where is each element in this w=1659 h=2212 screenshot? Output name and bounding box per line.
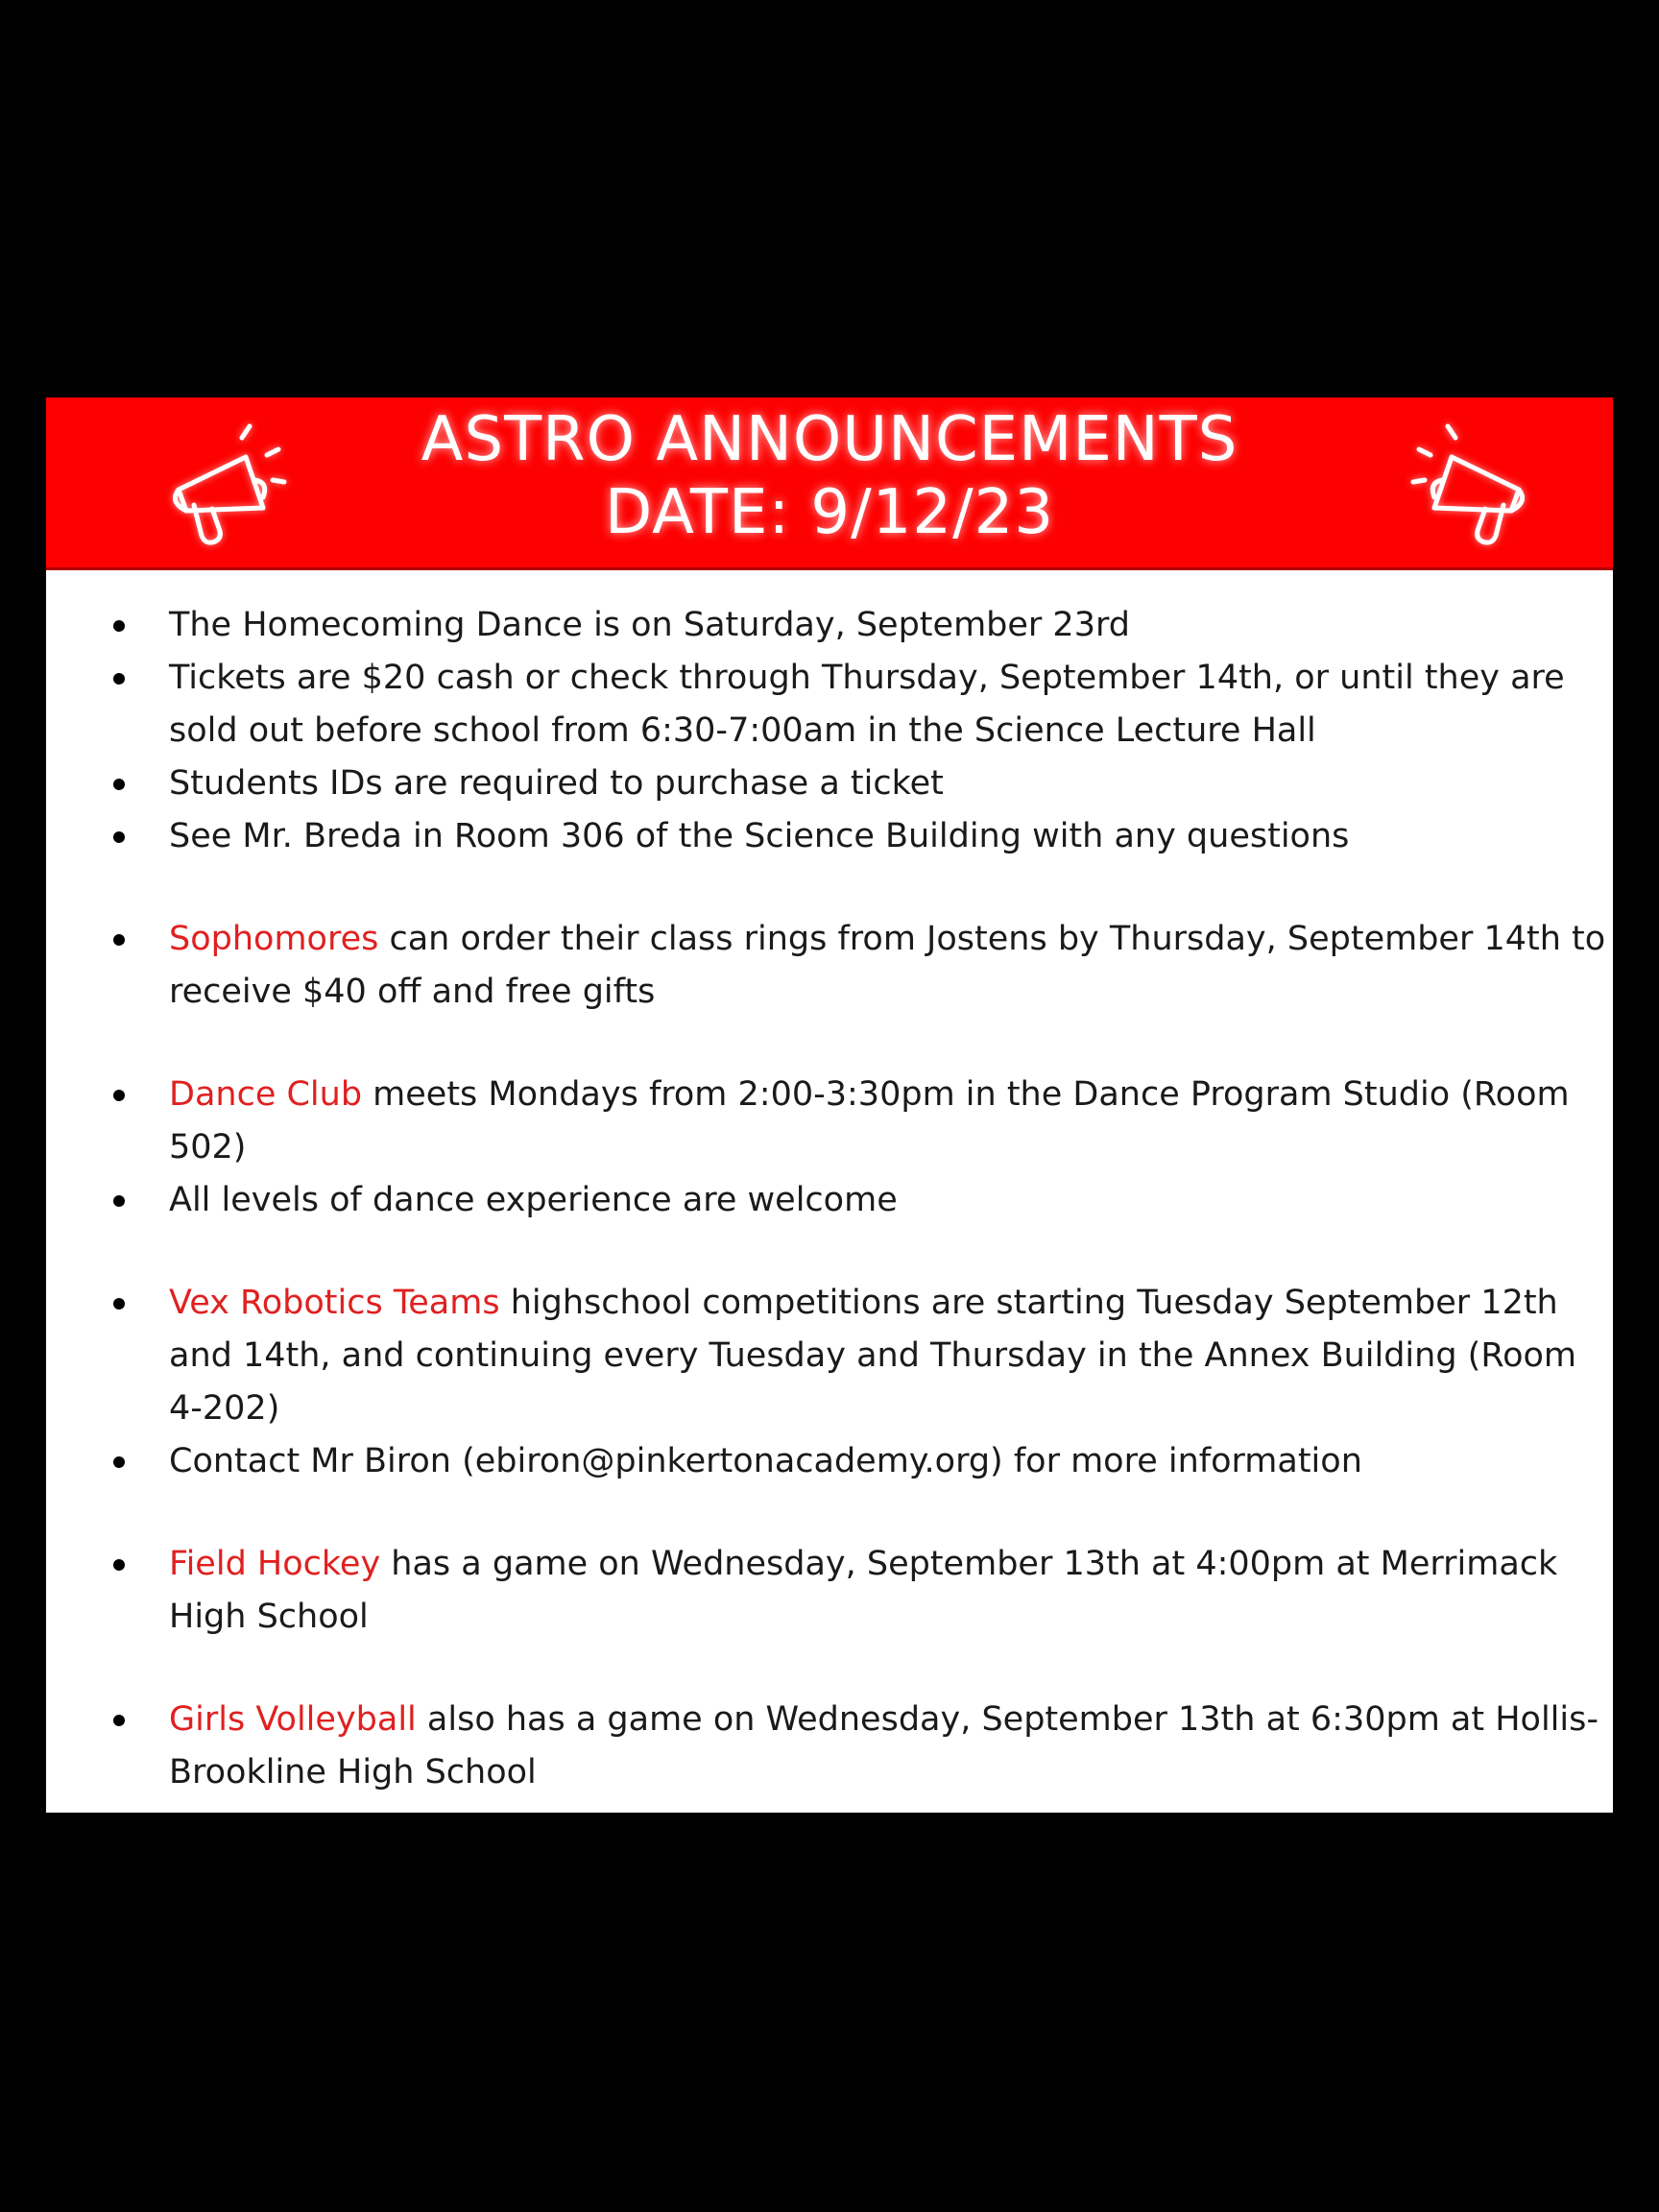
announcement-highlight: Sophomores bbox=[169, 920, 379, 958]
announcement-item bbox=[46, 810, 1613, 863]
page-title bbox=[253, 403, 1406, 549]
bullet-icon bbox=[113, 831, 125, 843]
announcement-text: Contact Mr Biron (ebiron@pinkertonacademy.org) for more information bbox=[169, 1442, 1362, 1480]
title-line-2-date: DATE: 9/12/23 bbox=[604, 477, 1055, 548]
announcement-text: has a game on Wednesday, September 13th at 4:00pm at Merrimack High School bbox=[169, 1545, 1558, 1636]
announcement-slide bbox=[46, 397, 1613, 1813]
announcement-text: highschool competitions are starting Tuesday September 12th and 14th, and continuing every Tuesday and Thursday in the Annex Building (Room 4-202) bbox=[169, 1284, 1577, 1428]
megaphone-icon bbox=[1392, 417, 1536, 561]
announcement-item bbox=[46, 913, 1613, 1019]
announcement-item bbox=[46, 1435, 1613, 1488]
announcement-item bbox=[46, 1174, 1613, 1227]
title-line-1: ASTRO ANNOUNCEMENTS bbox=[421, 404, 1238, 475]
announcement-highlight: Field Hockey bbox=[169, 1545, 381, 1583]
bullet-icon bbox=[113, 1559, 125, 1571]
header-banner bbox=[46, 397, 1613, 570]
bullet-icon bbox=[113, 1195, 125, 1207]
announcement-highlight: Dance Club bbox=[169, 1075, 363, 1114]
announcement-item bbox=[46, 599, 1613, 652]
announcement-text: can order their class rings from Jostens by Thursday, September 14th to receive $40 off and free gifts bbox=[169, 920, 1606, 1011]
announcement-text: All levels of dance experience are welcome bbox=[169, 1181, 898, 1219]
announcement-highlight: Girls Volleyball bbox=[169, 1700, 417, 1739]
announcement-item bbox=[46, 1538, 1613, 1644]
announcement-highlight: Vex Robotics Teams bbox=[169, 1284, 500, 1322]
announcement-item bbox=[46, 1277, 1613, 1435]
announcement-text: Students IDs are required to purchase a ticket bbox=[169, 764, 944, 803]
announcement-item bbox=[46, 1694, 1613, 1799]
announcement-text: See Mr. Breda in Room 306 of the Science Building with any questions bbox=[169, 817, 1350, 855]
bullet-icon bbox=[113, 1090, 125, 1101]
announcement-item bbox=[46, 652, 1613, 757]
announcement-text: The Homecoming Dance is on Saturday, September 23rd bbox=[169, 606, 1130, 644]
announcement-item bbox=[46, 1069, 1613, 1174]
announcement-text: also has a game on Wednesday, September 13th at 6:30pm at Hollis-Brookline High School bbox=[169, 1700, 1599, 1791]
announcement-text: meets Mondays from 2:00-3:30pm in the Dance Program Studio (Room 502) bbox=[169, 1075, 1570, 1166]
bullet-icon bbox=[113, 934, 125, 946]
announcements-body bbox=[46, 599, 1613, 1799]
bullet-icon bbox=[113, 673, 125, 685]
bullet-icon bbox=[113, 779, 125, 790]
bullet-icon bbox=[113, 1456, 125, 1468]
bullet-icon bbox=[113, 620, 125, 632]
announcement-item bbox=[46, 757, 1613, 810]
announcement-text: Tickets are $20 cash or check through Thursday, September 14th, or until they are sold out before school from 6:30-7:00am in the Science Lecture Hall bbox=[169, 659, 1565, 750]
bullet-icon bbox=[113, 1715, 125, 1726]
announcement-list bbox=[46, 599, 1613, 1799]
bullet-icon bbox=[113, 1298, 125, 1310]
